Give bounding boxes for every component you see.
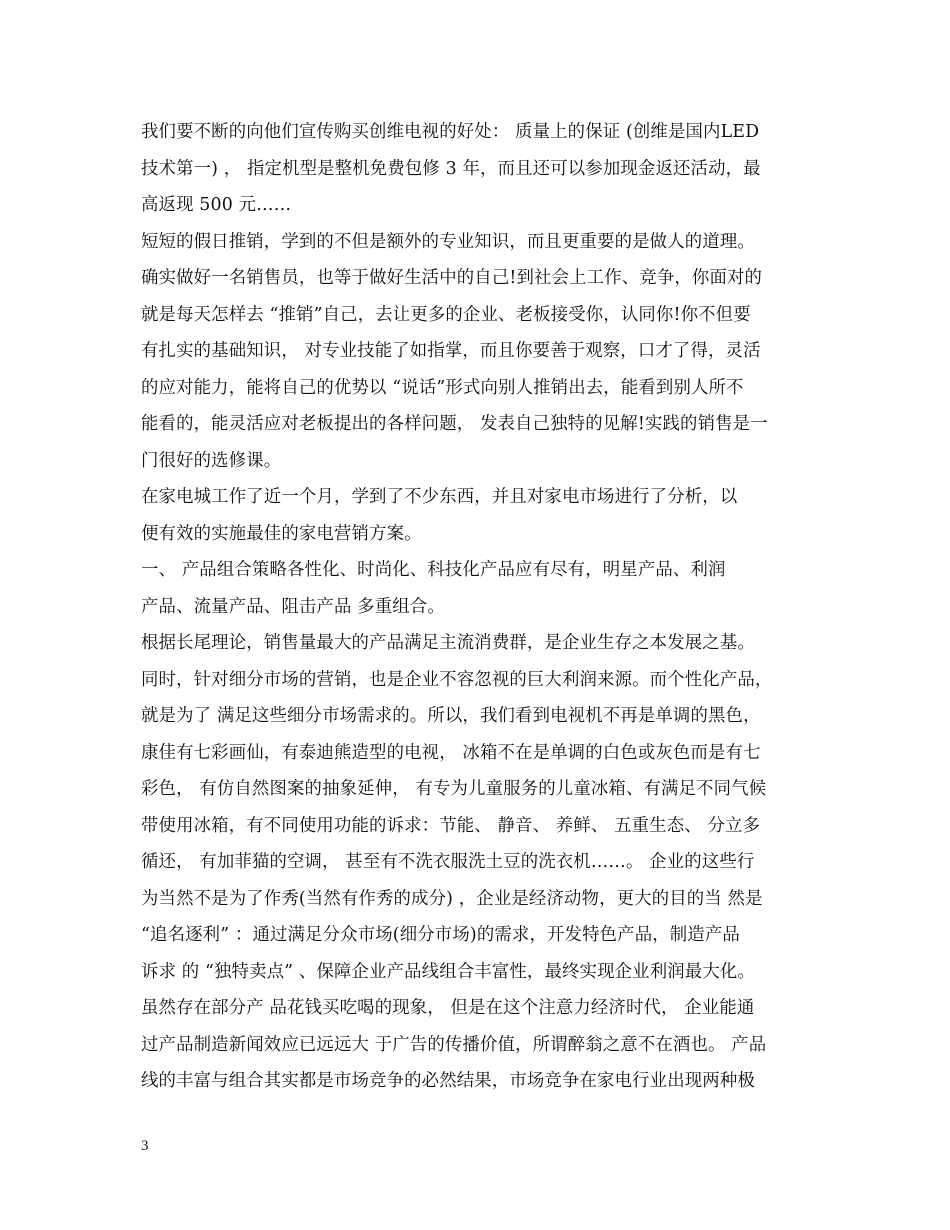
text-line: 为当然不是为了作秀(当然有作秀的成分) ，企业是经济动物，更大的目的当 然是 bbox=[141, 889, 763, 909]
text-line: 的应对能力，能将自己的优势以 “说话”形式向别人推销出去，能看到别人所不 bbox=[141, 378, 744, 398]
text-line: 有扎实的基础知识， 对专业技能了如指掌，而且你要善于观察，口才了得，灵活 bbox=[141, 341, 761, 361]
text-line: 能看的，能灵活应对老板提出的各样问题， 发表自己独特的见解!实践的销售是一 bbox=[141, 414, 768, 434]
text-line: 就是每天怎样去 “推销”自己，去让更多的企业、老板接受你，认同你!你不但要 bbox=[141, 305, 751, 325]
text-line: 就是为了 满足这些细分市场需求的。所以，我们看到电视机不再是单调的黑色， bbox=[141, 706, 761, 726]
text-line: 在家电城工作了近一个月，学到了不少东西，并且对家电市场进行了分析，以 bbox=[141, 487, 738, 507]
text-line: 诉求 的 “独特卖点” 、保障企业产品线组合丰富性，最终实现企业利润最大化。 bbox=[141, 962, 755, 982]
text-line: 技术第一) ， 指定机型是整机免费包修 3 年，而且还可以参加现金返还活动，最 bbox=[141, 159, 761, 179]
text-line: 彩色， 有仿自然图案的抽象延伸， 有专为儿童服务的儿童冰箱、有满足不同气候 bbox=[141, 779, 767, 799]
text-line: 根据长尾理论，销售量最大的产品满足主流消费群，是企业生存之本发展之基。 bbox=[141, 633, 755, 653]
text-line: 高返现 500 元…… bbox=[141, 195, 292, 215]
text-line: 同时，针对细分市场的营销，也是企业不容忽视的巨大利润来源。而个性化产品， bbox=[141, 670, 773, 690]
text-line: “追名逐利” ：通过满足分众市场(细分市场)的需求，开发特色产品，制造产品 bbox=[141, 925, 740, 945]
text-line: 产品、流量产品、阻击产品 多重组合。 bbox=[141, 597, 445, 617]
page-number: 3 bbox=[141, 1138, 149, 1154]
text-line: 过产品制造新闻效应已远远大 于广告的传播价值，所谓醉翁之意不在酒也。 产品 bbox=[141, 1035, 767, 1055]
text-line: 带使用冰箱，有不同使用功能的诉求：节能、 静音、 养鲜、 五重生态、 分立多 bbox=[141, 816, 761, 836]
text-line: 一、 产品组合策略各性化、时尚化、科技化产品应有尽有，明星产品、利润 bbox=[141, 560, 726, 580]
text-line: 短短的假日推销，学到的不但是额外的专业知识，而且更重要的是做人的道理。 bbox=[141, 232, 755, 252]
text-line: 循还， 有加菲猫的空调， 甚至有不洗衣服洗土豆的洗衣机……。 企业的这些行 bbox=[141, 852, 755, 872]
text-line: 确实做好一名销售员，也等于做好生活中的自己!到社会上工作、竞争，你面对的 bbox=[141, 268, 763, 288]
text-line: 我们要不断的向他们宣传购买创维电视的好处： 质量上的保证 (创维是国内LED bbox=[141, 122, 760, 142]
text-line: 便有效的实施最佳的家电营销方案。 bbox=[141, 524, 422, 544]
text-line: 门很好的选修课。 bbox=[141, 451, 282, 471]
text-line: 康佳有七彩画仙，有泰迪熊造型的电视， 冰箱不在是单调的白色或灰色而是有七 bbox=[141, 743, 761, 763]
text-line: 虽然存在部分产 品花钱买吃喝的现象， 但是在这个注意力经济时代， 企业能通 bbox=[141, 998, 755, 1018]
text-line: 线的丰富与组合其实都是市场竞争的必然结果，市场竞争在家电行业出现两种极 bbox=[141, 1071, 755, 1091]
